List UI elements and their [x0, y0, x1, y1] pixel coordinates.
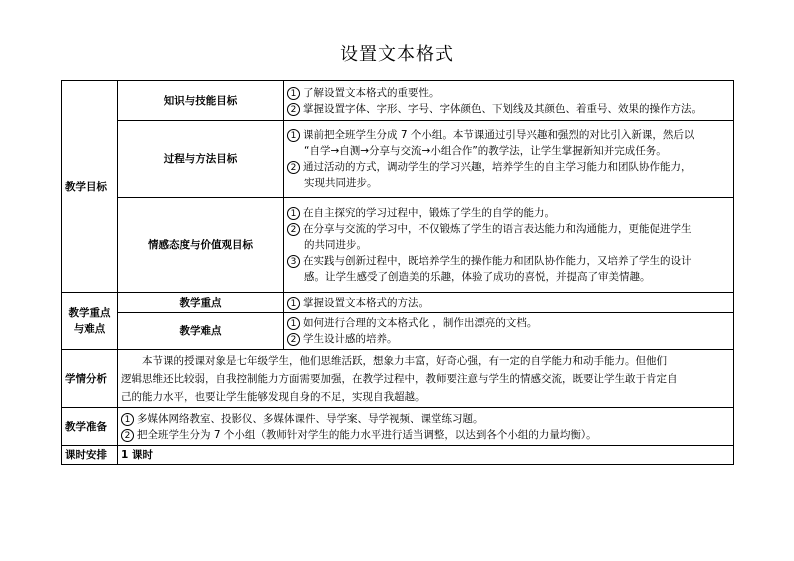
- circled-number: 2: [287, 161, 300, 174]
- process-goals-content: 1 课前把全班学生分成 7 个小组。本节课通过引导兴趣和强烈的对比引入新课，然后以 “自学→自测→分享与交流→小组合作”的教学法，让学生掌握新知并完成任务。 2 通过活动的方式，调动学生的学习兴趣，培养学生的自主学习能力和团队协作能力， 实现共同进步。: [284, 121, 734, 198]
- list-item: 2 把全班学生分为 7 个小组（教师针对学生的能力水平进行适当调整，以达到各个小组的力量均衡）。: [121, 427, 730, 443]
- teaching-focus-content: [284, 293, 734, 313]
- list-item: 2 通过活动的方式，调动学生的学习兴趣，培养学生的自主学习能力和团队协作能力，: [287, 159, 730, 175]
- circled-number: 2: [287, 223, 300, 236]
- knowledge-goals-label: 知识与技能目标: [118, 81, 284, 121]
- list-item: 2 学生设计感的培养。: [287, 331, 730, 347]
- circled-number: 2: [287, 103, 300, 116]
- list-item: 1 课前把全班学生分成 7 个小组。本节课通过引导兴趣和强烈的对比引入新课，然后以: [287, 127, 730, 143]
- row-teaching-difficulty: [62, 313, 734, 350]
- list-item: 1 如何进行合理的文本格式化 ，制作出漂亮的文档。: [287, 315, 730, 331]
- circled-number: 1: [287, 297, 300, 310]
- circled-number: 3: [287, 255, 300, 268]
- emotion-goals-label: 情感态度与价值观目标: [118, 198, 284, 293]
- key-points-label: 教学重点 与难点: [62, 293, 118, 350]
- schedule-value: 1 课时: [118, 446, 734, 465]
- row-preparation: [62, 408, 734, 446]
- process-goals-label: 过程与方法目标: [118, 121, 284, 198]
- list-item: 2 掌握设置字体、字形、字号、字体颜色、下划线及其颜色、着重号、效果的操作方法。: [287, 101, 730, 117]
- emotion-goals-content: 1 在自主探究的学习过程中，锻炼了学生的自学的能力。 2 在分享与交流的学习中，不仅锻炼了学生的语言表达能力和沟通能力，更能促进学生 的共同进步。 3 在实践与创新过程中，既培养学生的操作能力和团队协作能力，又培养了学生的设计 感。让学生感受了创造美的乐趣，体验了成功的喜悦，并提高了审美情趣。: [284, 198, 734, 293]
- circled-number: 1: [287, 207, 300, 220]
- row-student-analysis: [62, 350, 734, 408]
- knowledge-goals-content: [284, 81, 734, 121]
- teaching-difficulty-label: 教学难点: [118, 313, 284, 350]
- preparation-label: 教学准备: [62, 408, 118, 446]
- circled-number: 1: [287, 317, 300, 330]
- lesson-plan-table: [61, 80, 734, 465]
- teaching-difficulty-content: [284, 313, 734, 350]
- circled-number: 1: [121, 413, 134, 426]
- circled-number: 1: [287, 129, 300, 142]
- preparation-content: [118, 408, 734, 446]
- student-analysis-content: 本节课的授课对象是七年级学生，他们思维活跃，想象力丰富，好奇心强，有一定的自学能力和动手能力。但他们 逻辑思维还比较弱，自我控制能力方面需要加强，在教学过程中，教师要注意与学生的情感交流，既要让学生敢于肯定自 己的能力水平，也要让学生能够发现自身的不足，实现自我超越。: [118, 350, 734, 408]
- row-schedule: [62, 446, 734, 465]
- circled-number: 2: [287, 333, 300, 346]
- circled-number: 2: [121, 429, 134, 442]
- row-knowledge-goals: [62, 81, 734, 121]
- schedule-label: 课时安排: [62, 446, 118, 465]
- list-item: 1 多媒体网络教室、投影仪、多媒体课件、导学案、导学视频、课堂练习题。: [121, 411, 730, 427]
- row-process-goals: [62, 121, 734, 198]
- row-emotion-goals: [62, 198, 734, 293]
- teaching-focus-label: 教学重点: [118, 293, 284, 313]
- list-item: 1 了解设置文本格式的重要性。: [287, 85, 730, 101]
- row-teaching-focus: [62, 293, 734, 313]
- circled-number: 1: [287, 87, 300, 100]
- student-analysis-label: 学情分析: [62, 350, 118, 408]
- page-title: 设置文本格式: [340, 44, 454, 65]
- list-item: 2 在分享与交流的学习中，不仅锻炼了学生的语言表达能力和沟通能力，更能促进学生: [287, 221, 730, 237]
- list-item: 1 在自主探究的学习过程中，锻炼了学生的自学的能力。: [287, 205, 730, 221]
- teaching-goals-label: 教学目标: [62, 81, 118, 293]
- list-item: 1 掌握设置文本格式的方法。: [287, 295, 730, 311]
- list-item: 3 在实践与创新过程中，既培养学生的操作能力和团队协作能力，又培养了学生的设计: [287, 253, 730, 269]
